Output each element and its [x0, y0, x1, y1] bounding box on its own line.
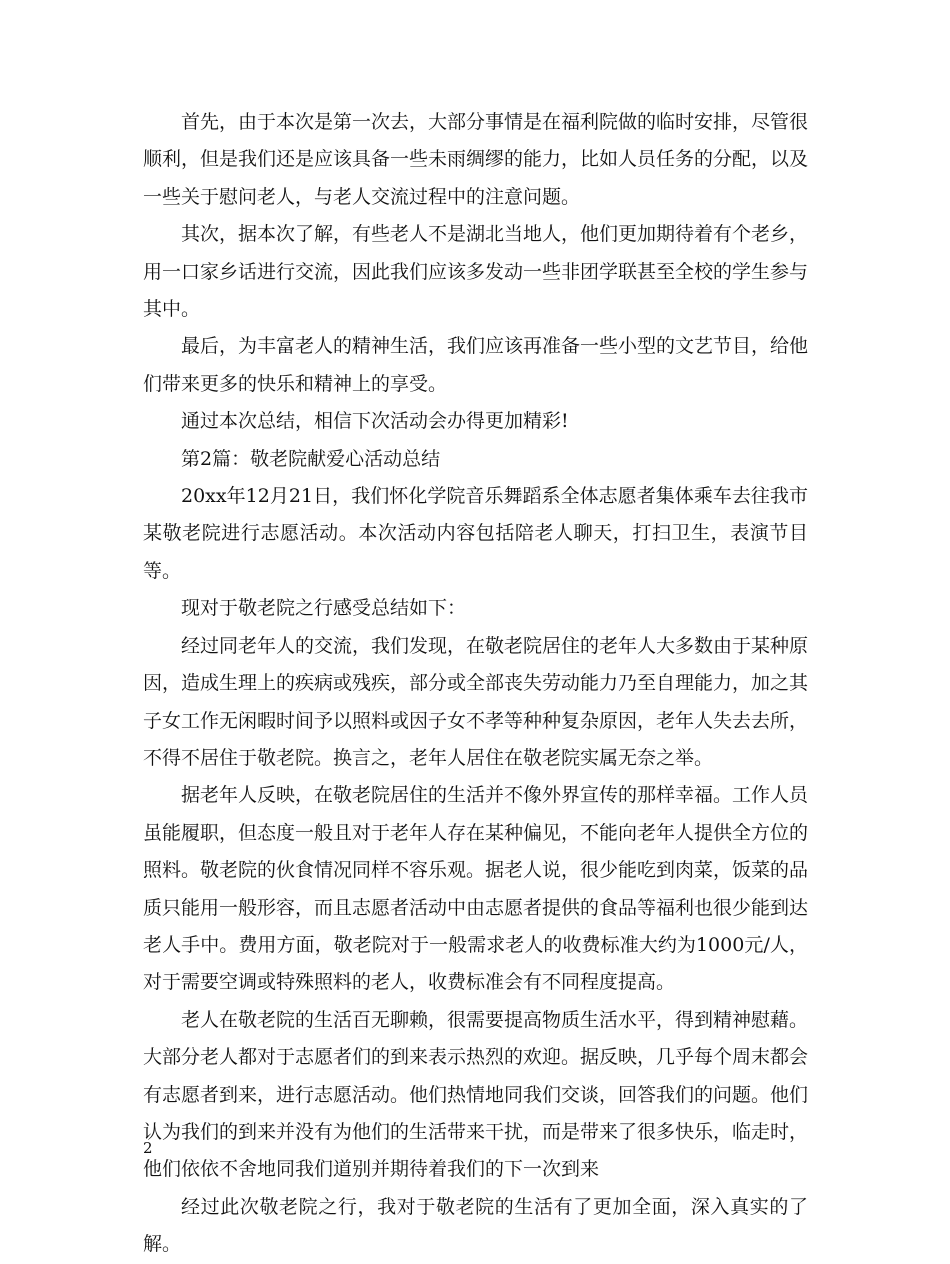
section-heading: 第2篇：敬老院献爱心活动总结: [181, 447, 441, 470]
paragraph-feedback: 据老年人反映，在敬老院居住的生活并不像外界宣传的那样幸福。工作人员虽能履职，但态度一般且对于老年人存在某种偏见，不能向老年人提供全方位的照料。敬老院的伙食情况同样不容乐观。据老人说，很少能吃到肉菜，饭菜的品质只能用一般形容，而且志愿者活动中由志愿者提供的食品等福利也很少能到达老人手中。费用方面，敬老院对于一般需求老人的收费标准大约为1000元/人，对于需要空调或特殊照料的老人，收费标准会有不同程度提高。: [143, 784, 809, 994]
paragraph-daily-life: 老人在敬老院的生活百无聊赖，很需要提高物质生活水平，得到精神慰藉。大部分老人都对于志愿者们的到来表示热烈的欢迎。据反映，几乎每个周末都会有志愿者到来，进行志愿活动。他们热情地同我们交谈，回答我们的问题。他们认为我们的到来并没有为他们的生活带来干扰，而是带来了很多快乐，临走时，他们依依不舍地同我们道别并期待着我们的下一次到来: [143, 1008, 809, 1181]
paragraph-last: 最后，为丰富老人的精神生活，我们应该再准备一些小型的文艺节目，给他们带来更多的快乐和精神上的享受。: [143, 335, 809, 395]
paragraph-first: 首先，由于本次是第一次去，大部分事情是在福利院做的临时安排，尽管很顺利，但是我们还是应该具备一些未雨绸缪的能力，比如人员任务的分配，以及一些关于慰问老人，与老人交流过程中的注意问题。: [143, 111, 809, 208]
paragraph-conclusion: 通过本次总结，相信下次活动会办得更加精彩!: [181, 410, 569, 433]
paragraph-findings: 经过同老年人的交流，我们发现，在敬老院居住的老年人大多数由于某种原因，造成生理上的疾病或残疾，部分或全部丧失劳动能力乃至自理能力，加之其子女工作无闲暇时间予以照料或因子女不孝等种种复杂原因，老年人失去去所，不得不居住于敬老院。换言之，老年人居住在敬老院实属无奈之举。: [143, 634, 809, 769]
paragraph-intro: 20xx年12月21日，我们怀化学院音乐舞蹈系全体志愿者集体乘车去往我市某敬老院进行志愿活动。本次活动内容包括陪老人聊天，打扫卫生，表演节目等。: [143, 485, 808, 582]
paragraph-second: 其次，据本次了解，有些老人不是湖北当地人，他们更加期待着有个老乡，用一口家乡话进行交流，因此我们应该多发动一些非团学联甚至全校的学生参与其中。: [143, 223, 809, 321]
paragraph-summary-lead: 现对于敬老院之行感受总结如下：: [181, 597, 467, 620]
paragraph-closing: 经过此次敬老院之行，我对于敬老院的生活有了更加全面，深入真实的了解。: [143, 1195, 808, 1256]
document-body: [143, 104, 808, 1264]
page-number: 2: [143, 1139, 153, 1157]
